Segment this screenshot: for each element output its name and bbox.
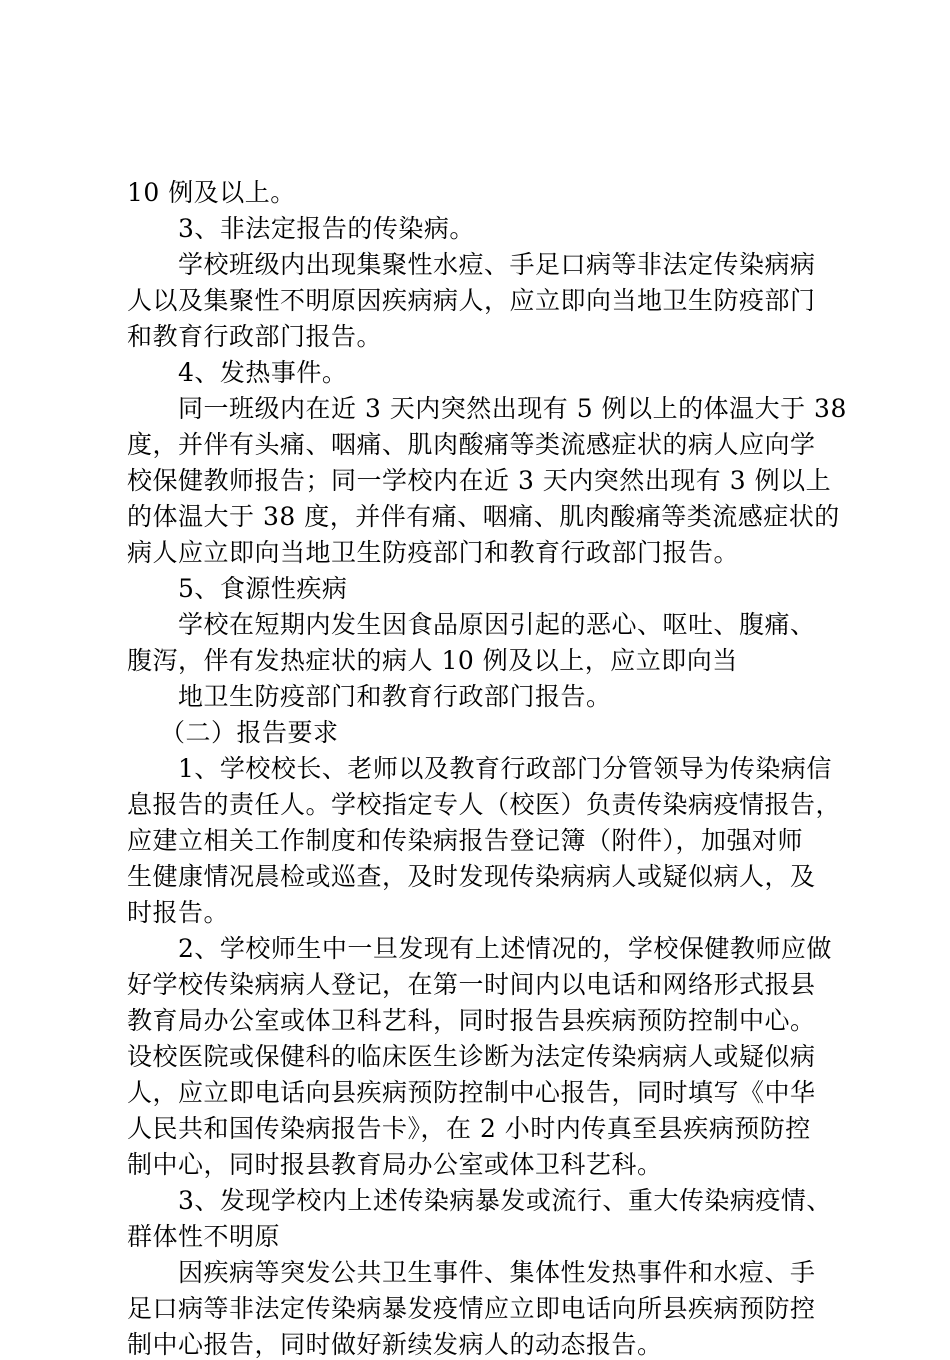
body-line: 人，应立即电话向县疾病预防控制中心报告，同时填写《中华: [127, 1078, 816, 1107]
body-line: 学校在短期内发生因食品原因引起的恶心、呕吐、腹痛、: [178, 610, 816, 639]
body-line: 同一班级内在近 3 天内突然出现有 5 例以上的体温大于 38: [178, 394, 847, 423]
section-heading: 4、发热事件。: [178, 358, 348, 387]
body-line: 人以及集聚性不明原因疾病病人，应立即向当地卫生防疫部门: [127, 286, 816, 315]
body-line: 度，并伴有头痛、咽痛、肌肉酸痛等类流感症状的病人应向学: [127, 430, 816, 459]
body-line: 制中心报告，同时做好新续发病人的动态报告。: [127, 1330, 663, 1359]
body-line: 时报告。: [127, 898, 230, 927]
body-line: 2、学校师生中一旦发现有上述情况的，学校保健教师应做: [178, 934, 832, 963]
body-line: 3、发现学校内上述传染病暴发或流行、重大传染病疫情、: [178, 1186, 832, 1215]
body-line: 校保健教师报告；同一学校内在近 3 天内突然出现有 3 例以上: [127, 466, 832, 495]
body-line: 人民共和国传染病报告卡》，在 2 小时内传真至县疾病预防控: [127, 1114, 811, 1143]
body-line: 10 例及以上。: [127, 178, 296, 207]
body-line: 病人应立即向当地卫生防疫部门和教育行政部门报告。: [127, 538, 740, 567]
body-line: 和教育行政部门报告。: [127, 322, 383, 351]
body-line: 应建立相关工作制度和传染病报告登记簿（附件），加强对师: [127, 826, 804, 855]
body-line: 地卫生防疫部门和教育行政部门报告。: [178, 682, 612, 711]
body-line: 设校医院或保健科的临床医生诊断为法定传染病病人或疑似病: [127, 1042, 816, 1071]
body-line: 制中心，同时报县教育局办公室或体卫科艺科。: [127, 1150, 663, 1179]
body-line: 息报告的责任人。学校指定专人（校医）负责传染病疫情报告，: [127, 790, 842, 819]
body-line: 好学校传染病病人登记，在第一时间内以电话和网络形式报县: [127, 970, 816, 999]
body-line: 腹泻，伴有发热症状的病人 10 例及以上，应立即向当: [127, 646, 738, 675]
body-line: 生健康情况晨检或巡查，及时发现传染病病人或疑似病人，及: [127, 862, 816, 891]
body-line: 因疾病等突发公共卫生事件、集体性发热事件和水痘、手: [178, 1258, 816, 1287]
body-line: 1、学校校长、老师以及教育行政部门分管领导为传染病信: [178, 754, 832, 783]
section-heading: 5、食源性疾病: [178, 574, 348, 603]
body-line: 群体性不明原: [127, 1222, 281, 1251]
body-line: 足口病等非法定传染病暴发疫情应立即电话向所县疾病预防控: [127, 1294, 816, 1323]
body-line: 学校班级内出现集聚性水痘、手足口病等非法定传染病病: [178, 250, 816, 279]
section-heading: （二）报告要求: [160, 718, 339, 747]
body-line: 的体温大于 38 度，并伴有痛、咽痛、肌肉酸痛等类流感症状的: [127, 502, 840, 531]
section-heading: 3、非法定报告的传染病。: [178, 214, 475, 243]
body-line: 教育局办公室或体卫科艺科，同时报告县疾病预防控制中心。: [127, 1006, 816, 1035]
